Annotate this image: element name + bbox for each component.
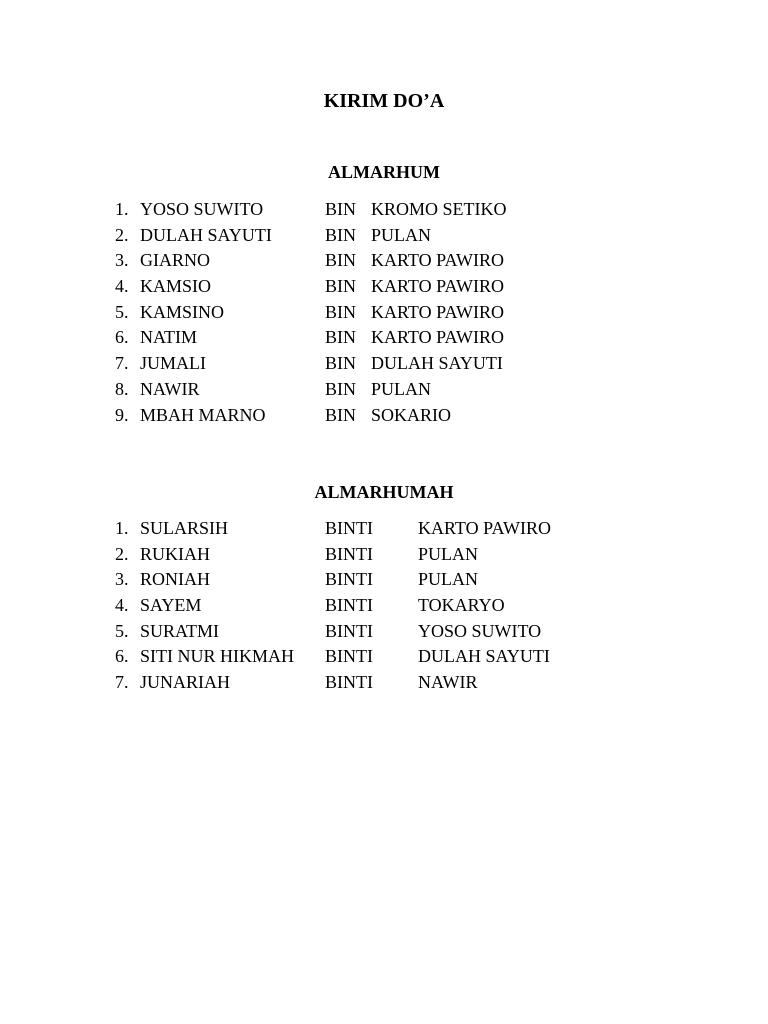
section-heading-almarhumah: ALMARHUMAH xyxy=(314,482,454,502)
relation-label: BINTI xyxy=(325,620,373,641)
parent-name: DULAH SAYUTI xyxy=(371,353,503,374)
relation-label: BINTI xyxy=(325,569,373,590)
item-number: 4. xyxy=(115,595,129,616)
relation-label: BINTI xyxy=(325,646,373,667)
parent-name: KARTO PAWIRO xyxy=(371,327,504,348)
item-number: 2. xyxy=(115,543,129,564)
item-number: 6. xyxy=(115,646,129,667)
item-number: 4. xyxy=(115,276,129,297)
item-number: 2. xyxy=(115,224,129,245)
parent-name: KROMO SETIKO xyxy=(371,199,507,219)
relation-label: BIN xyxy=(325,378,356,399)
item-number: 5. xyxy=(115,301,129,322)
parent-name: KARTO PAWIRO xyxy=(371,276,504,297)
section-heading-almarhum: ALMARHUM xyxy=(328,162,440,182)
item-number: 1. xyxy=(115,518,129,538)
relation-label: BINTI xyxy=(325,672,373,693)
page-title: KIRIM DO’A xyxy=(323,90,445,112)
parent-name: NAWIR xyxy=(418,672,478,693)
parent-name: PULAN xyxy=(371,224,432,245)
parent-name: DULAH SAYUTI xyxy=(418,646,550,667)
parent-name: TOKARYO xyxy=(418,595,505,616)
parent-name: KARTO PAWIRO xyxy=(371,250,504,271)
parent-name: KARTO PAWIRO xyxy=(418,518,551,538)
relation-label: BIN xyxy=(325,199,356,219)
relation-label: BIN xyxy=(325,250,356,271)
parent-name: PULAN xyxy=(418,569,479,590)
deceased-name: RUKIAH xyxy=(140,543,210,564)
relation-label: BIN xyxy=(325,301,356,322)
parent-name: KARTO PAWIRO xyxy=(371,301,504,322)
deceased-name: JUNARIAH xyxy=(140,672,230,693)
deceased-name: DULAH SAYUTI xyxy=(140,224,272,245)
item-number: 9. xyxy=(115,404,129,425)
deceased-name: KAMSINO xyxy=(140,301,225,322)
deceased-name: RONIAH xyxy=(140,569,210,590)
item-number: 8. xyxy=(115,378,129,399)
relation-label: BIN xyxy=(325,327,356,348)
relation-label: BIN xyxy=(325,353,356,374)
parent-name: PULAN xyxy=(418,543,479,564)
item-number: 6. xyxy=(115,327,129,348)
relation-label: BIN xyxy=(325,404,356,425)
relation-label: BINTI xyxy=(325,543,373,564)
item-number: 7. xyxy=(115,353,129,374)
relation-label: BIN xyxy=(325,224,356,245)
deceased-name: SAYEM xyxy=(140,595,202,616)
deceased-name: SULARSIH xyxy=(140,518,229,538)
parent-name: YOSO SUWITO xyxy=(418,620,542,641)
item-number: 3. xyxy=(115,569,129,590)
item-number: 7. xyxy=(115,672,129,693)
parent-name: SOKARIO xyxy=(371,404,452,425)
deceased-name: MBAH MARNO xyxy=(140,404,266,425)
item-number: 5. xyxy=(115,620,129,641)
deceased-name: NAWIR xyxy=(140,378,200,399)
relation-label: BIN xyxy=(325,276,356,297)
deceased-name: SURATMI xyxy=(140,620,220,641)
deceased-name: NATIM xyxy=(140,327,197,348)
deceased-name: KAMSIO xyxy=(140,276,212,297)
deceased-name: JUMALI xyxy=(140,353,206,374)
relation-label: BINTI xyxy=(325,518,373,538)
item-number: 1. xyxy=(115,199,129,219)
deceased-name: GIARNO xyxy=(140,250,210,271)
item-number: 3. xyxy=(115,250,129,271)
parent-name: PULAN xyxy=(371,378,432,399)
relation-label: BINTI xyxy=(325,595,373,616)
deceased-name: YOSO SUWITO xyxy=(140,199,264,219)
deceased-name: SITI NUR HIKMAH xyxy=(140,646,294,667)
